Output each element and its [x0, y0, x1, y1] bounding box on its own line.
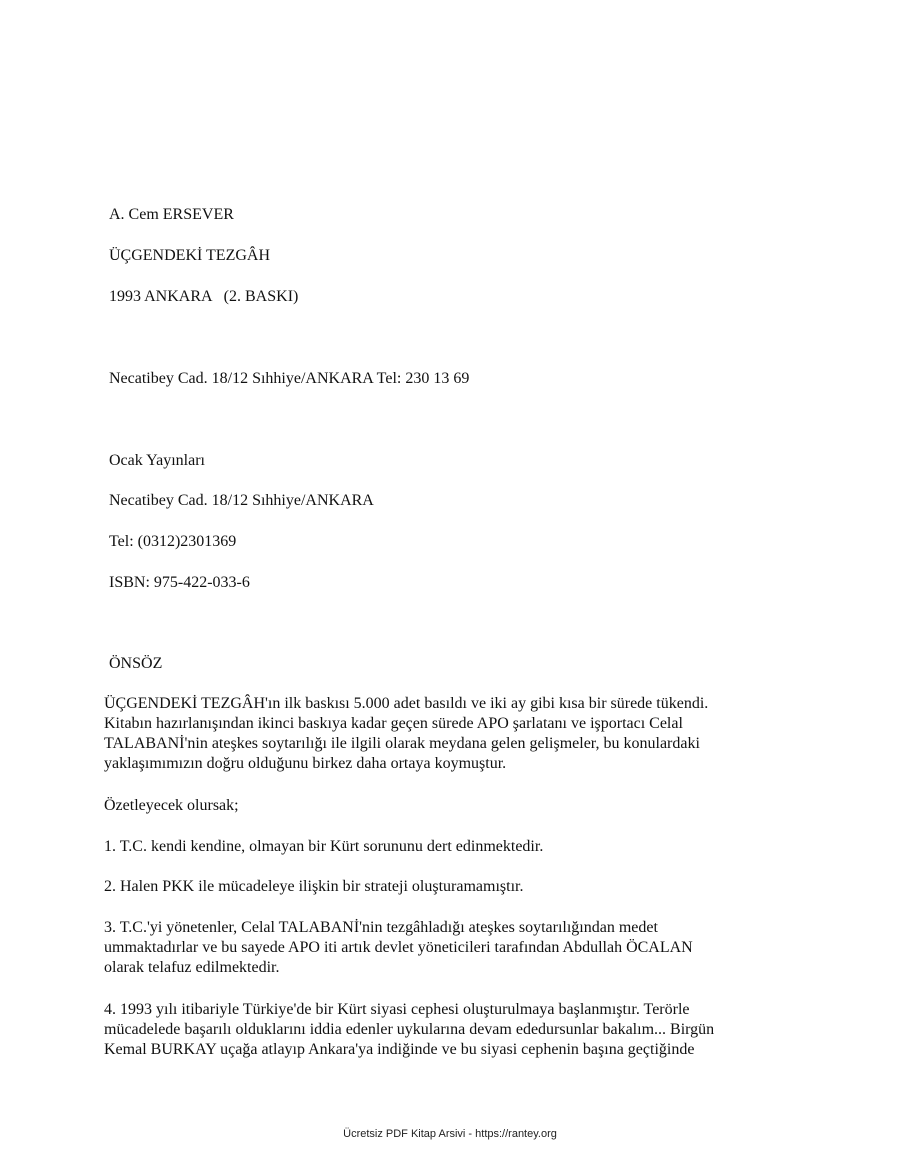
edition-line: 1993 ANKARA (2. BASKI): [109, 288, 299, 305]
publisher-address: Necatibey Cad. 18/12 Sıhhiye/ANKARA: [109, 492, 374, 509]
footer-link-text: Ücretsiz PDF Kitap Arsivi - https://rantey.org: [343, 1128, 557, 1140]
list-item-3: 3. T.C.'yi yönetenler, Celal TALABANİ'nin tezgâhladığı ateşkes soytarılığından medet ummaktadırlar ve bu sayede APO iti artık devlet yöneticileri tarafından Abdullah ÖCALAN olarak telafuz edilmektedir.: [104, 919, 693, 976]
author-name: A. Cem ERSEVER: [109, 206, 234, 223]
list-item-4: 4. 1993 yılı itibariyle Türkiye'de bir Kürt siyasi cephesi oluşturulmaya başlanmıştır. Terörle mücadelede başarılı olduklarını iddia edenler uykularına devam ededursunlar bakalım... Birgün Kemal BURKAY uçağa atlayıp Ankara'ya indiğinde ve bu siyasi cephenin başına geçtiğinde: [104, 1001, 715, 1058]
preface-intro-paragraph: ÜÇGENDEKİ TEZGÂH'ın ilk baskısı 5.000 adet basıldı ve iki ay gibi kısa bir sürede tükendi. Kitabın hazırlanışından ikinci baskıya kadar geçen sürede APO şarlatanı ve işportacı Celal TALABANİ'nin ateşkes soytarılığı ile ilgili olarak meydana gelen gelişmeler, bu konulardaki yaklaşımımızın doğru olduğunu birkez daha ortaya koymuştur.: [104, 695, 709, 772]
list-item-1: 1. T.C. kendi kendine, olmayan bir Kürt sorununu dert edinmektedir.: [104, 838, 544, 855]
address-line: Necatibey Cad. 18/12 Sıhhiye/ANKARA Tel: 230 13 69: [109, 370, 470, 387]
preface-heading: ÖNSÖZ: [109, 655, 163, 672]
publisher-tel: Tel: (0312)2301369: [109, 533, 237, 550]
summary-label: Özetleyecek olursak;: [104, 797, 239, 814]
isbn: ISBN: 975-422-033-6: [109, 574, 250, 591]
publisher-name: Ocak Yayınları: [109, 452, 205, 469]
book-title: ÜÇGENDEKİ TEZGÂH: [109, 247, 271, 264]
list-item-2: 2. Halen PKK ile mücadeleye ilişkin bir strateji oluşturamamıştır.: [104, 878, 524, 895]
